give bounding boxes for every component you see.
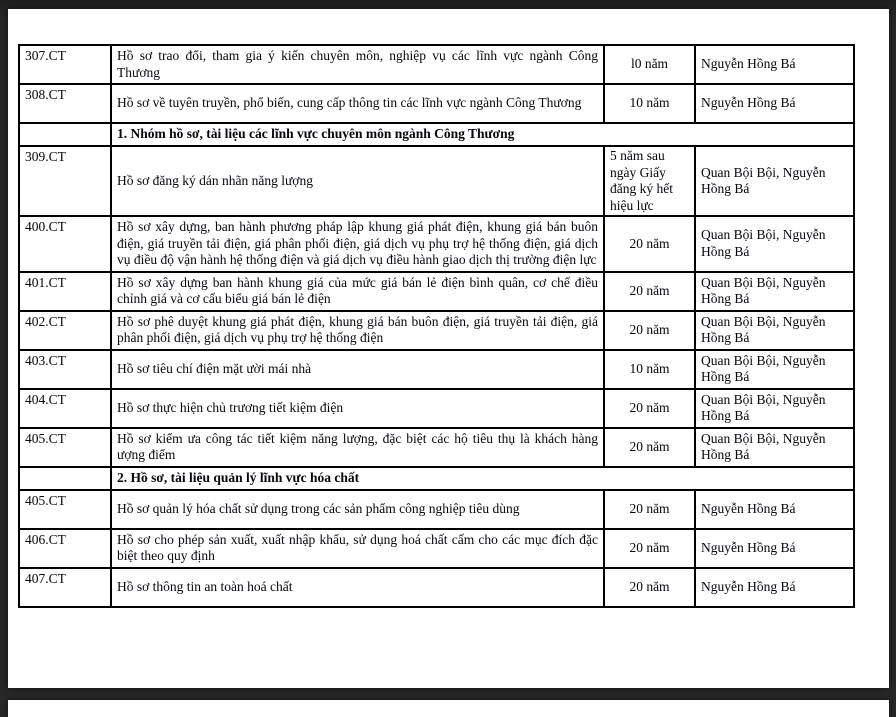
handler-names: Quan Bội Bội, Nguyễn Hồng Bá	[695, 146, 854, 216]
retention-period: 5 năm sau ngày Giấy đăng ký hết hiệu lực	[604, 146, 695, 216]
retention-period: 10 năm	[604, 84, 695, 123]
retention-period: 20 năm	[604, 490, 695, 529]
table-row	[19, 45, 854, 84]
handler-names: Quan Bội Bội, Nguyễn Hồng Bá	[695, 272, 854, 311]
record-id	[19, 123, 111, 146]
handler-names: Quan Bội Bội, Nguyễn Hồng Bá	[695, 428, 854, 467]
record-id: 401.CT	[19, 272, 111, 311]
document-page	[8, 9, 889, 688]
table-row	[19, 311, 854, 350]
record-id: 405.CT	[19, 490, 111, 529]
record-title: Hồ sơ xây dựng ban hành khung giá của mức giá bán lẻ điện bình quân, cơ chế điều chỉnh giá và cơ cấu biểu giá bán lẻ điện	[111, 272, 604, 311]
retention-period: 20 năm	[604, 389, 695, 428]
records-table-body	[19, 45, 854, 607]
record-title: Hồ sơ quản lý hóa chất sử dụng trong các sản phẩm công nghiệp tiêu dùng	[111, 490, 604, 529]
record-id: 403.CT	[19, 350, 111, 389]
record-id: 406.CT	[19, 529, 111, 568]
table-row	[19, 272, 854, 311]
next-page-edge	[8, 700, 889, 717]
record-title: Hồ sơ đăng ký dán nhãn năng lượng	[111, 146, 604, 216]
record-title: Hồ sơ kiểm ưa công tác tiết kiệm năng lượng, đặc biệt các hộ tiêu thụ là khách hàng ượng điểm	[111, 428, 604, 467]
handler-names: Nguyễn Hồng Bá	[695, 490, 854, 529]
handler-names: Nguyễn Hồng Bá	[695, 529, 854, 568]
retention-period: 20 năm	[604, 216, 695, 272]
record-id	[19, 467, 111, 490]
table-row	[19, 568, 854, 607]
record-id: 307.CT	[19, 45, 111, 84]
section-title: 2. Hồ sơ, tài liệu quản lý lĩnh vực hóa chất	[111, 467, 854, 490]
retention-period: 20 năm	[604, 428, 695, 467]
retention-period: l0 năm	[604, 45, 695, 84]
retention-period: 20 năm	[604, 272, 695, 311]
record-title: Hồ sơ thực hiện chủ trương tiết kiệm điện	[111, 389, 604, 428]
record-id: 407.CT	[19, 568, 111, 607]
table-row	[19, 490, 854, 529]
section-row	[19, 123, 854, 146]
record-id: 400.CT	[19, 216, 111, 272]
handler-names: Nguyễn Hồng Bá	[695, 45, 854, 84]
handler-names: Nguyễn Hồng Bá	[695, 84, 854, 123]
record-title: Hồ sơ về tuyên truyền, phổ biến, cung cấp thông tin các lĩnh vực ngành Công Thương	[111, 84, 604, 123]
table-row	[19, 350, 854, 389]
retention-period: 20 năm	[604, 568, 695, 607]
record-title: Hồ sơ xây dựng, ban hành phương pháp lập khung giá phát điện, khung giá bán buôn điện, giá truyền tải điện, giá phân phối điện, giá dịch vụ phụ trợ hệ thống điện, giá dịch vụ điều độ vận hành hệ thống điện và giá dịch vụ điều hành giao dịch thị trường điện lực	[111, 216, 604, 272]
record-title: Hồ sơ phê duyệt khung giá phát điện, khung giá bán buôn điện, giá truyền tải điện, giá phân phối điện, giá dịch vụ phụ trợ hệ thống điện	[111, 311, 604, 350]
section-title: 1. Nhóm hồ sơ, tài liệu các lĩnh vực chuyên môn ngành Công Thương	[111, 123, 854, 146]
record-title: Hồ sơ trao đổi, tham gia ý kiến chuyên môn, nghiệp vụ các lĩnh vực ngành Công Thương	[111, 45, 604, 84]
retention-period: 20 năm	[604, 529, 695, 568]
record-title: Hồ sơ tiêu chí điện mặt ười mái nhà	[111, 350, 604, 389]
table-row	[19, 389, 854, 428]
record-id: 402.CT	[19, 311, 111, 350]
record-id: 405.CT	[19, 428, 111, 467]
retention-period: 20 năm	[604, 311, 695, 350]
record-title: Hồ sơ thông tin an toàn hoá chất	[111, 568, 604, 607]
records-table	[18, 44, 855, 608]
handler-names: Quan Bội Bội, Nguyễn Hồng Bá	[695, 350, 854, 389]
record-title: Hồ sơ cho phép sản xuất, xuất nhập khẩu, sử dụng hoá chất cấm cho các mục đích đặc biệt theo quy định	[111, 529, 604, 568]
handler-names: Quan Bội Bội, Nguyễn Hồng Bá	[695, 216, 854, 272]
record-id: 309.CT	[19, 146, 111, 216]
table-row	[19, 146, 854, 216]
retention-period: 10 năm	[604, 350, 695, 389]
table-row	[19, 84, 854, 123]
table-row	[19, 428, 854, 467]
table-row	[19, 216, 854, 272]
record-id: 404.CT	[19, 389, 111, 428]
table-row	[19, 529, 854, 568]
section-row	[19, 467, 854, 490]
handler-names: Nguyễn Hồng Bá	[695, 568, 854, 607]
record-id: 308.CT	[19, 84, 111, 123]
handler-names: Quan Bội Bội, Nguyễn Hồng Bá	[695, 311, 854, 350]
handler-names: Quan Bội Bội, Nguyễn Hồng Bá	[695, 389, 854, 428]
